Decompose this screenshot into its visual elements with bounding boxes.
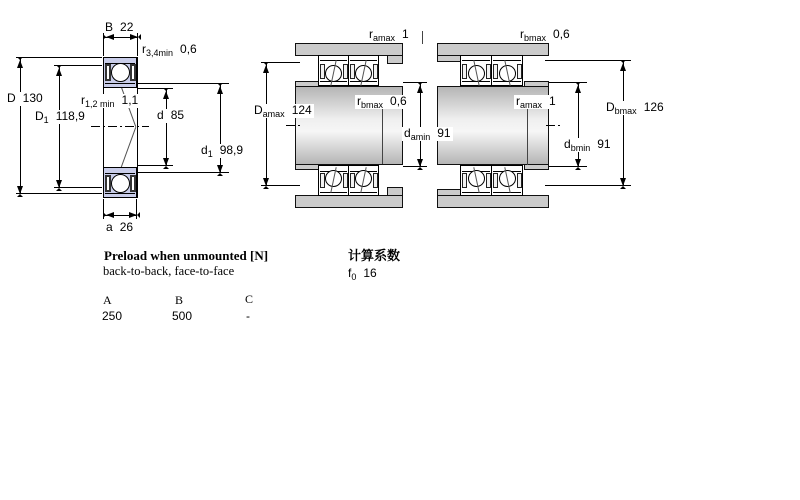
dim-label-r34min: $r_{3,4min}$ 0,6 xyxy=(142,42,197,58)
housing-shoulder-top xyxy=(387,55,403,64)
arrowhead xyxy=(217,165,223,176)
ring-line xyxy=(320,60,347,61)
ring-line xyxy=(462,192,490,193)
inner-ring-line xyxy=(105,83,135,84)
ext-line xyxy=(549,82,587,83)
arrowhead xyxy=(620,60,626,71)
arrowhead xyxy=(575,159,581,170)
ball xyxy=(111,174,130,193)
ext-line xyxy=(138,172,229,173)
preload-col-c: C xyxy=(245,292,254,306)
housing-shoulder-bottom xyxy=(387,187,403,196)
ring-line xyxy=(493,60,521,61)
seal xyxy=(462,173,467,188)
paired-bearing xyxy=(491,55,523,86)
seal xyxy=(462,64,467,79)
ext-line xyxy=(403,82,427,83)
preload-title: Preload when unmounted [N] xyxy=(104,248,269,263)
arrowhead xyxy=(17,57,23,68)
dim-label-ramax2: $r_{amax}$ 1 xyxy=(516,94,556,110)
arrowhead xyxy=(163,158,169,169)
paired-bearing xyxy=(460,165,492,196)
dim-arrow-d1 xyxy=(220,83,221,173)
outer-ring-line xyxy=(105,193,135,194)
arrowhead xyxy=(263,62,269,73)
calc-heading: 计算系数 xyxy=(348,248,401,263)
shaft-shoulder-top xyxy=(524,81,549,87)
ext-line xyxy=(545,60,631,61)
dim-label-d1: $d_1$ 98,9 xyxy=(201,143,244,159)
ext-line xyxy=(16,193,102,194)
ext-line xyxy=(403,166,427,167)
dim-label-rbmax: $r_{bmax}$ 0,6 xyxy=(357,94,407,110)
dim-label-Dbmax: $D_{bmax}$ 126 xyxy=(606,100,664,116)
radius-leader-line xyxy=(422,31,423,44)
preload-val-a: 250 xyxy=(102,309,123,323)
dim-arrow-D xyxy=(20,57,21,194)
housing-shoulder-bottom xyxy=(437,189,461,196)
dim-label-Damax: $D_{amax}$ 124 xyxy=(254,103,312,119)
ring-line xyxy=(493,192,521,193)
seal-right xyxy=(130,175,136,192)
paired-bearing xyxy=(348,165,379,196)
arrowhead xyxy=(417,159,423,170)
housing-bottom xyxy=(295,195,403,208)
dim-arrow-d xyxy=(166,88,167,166)
bearing-bore-line xyxy=(137,57,138,198)
paired-bearing xyxy=(318,165,349,196)
radius-leader-line xyxy=(527,108,528,165)
dim-label-r12min: $r_{1,2 min}$ 1,1 xyxy=(81,93,139,109)
ring-line xyxy=(462,60,490,61)
seal xyxy=(373,173,378,188)
dim-label-B: B 22 xyxy=(105,20,134,34)
arrowhead xyxy=(103,212,114,218)
ring-line xyxy=(350,192,377,193)
arrowhead xyxy=(56,180,62,191)
preload-col-a: A xyxy=(103,293,112,307)
preload-val-c: - xyxy=(246,309,250,323)
arrowhead xyxy=(217,83,223,94)
dim-label-ramax: $r_{amax}$ 1 xyxy=(369,27,409,43)
preload-val-b: 500 xyxy=(172,309,193,323)
arrowhead xyxy=(129,212,140,218)
arrowhead xyxy=(17,186,23,197)
paired-bearing xyxy=(491,165,523,196)
dim-arrow-Damax xyxy=(266,62,267,186)
seal xyxy=(517,173,522,188)
radius-leader-line xyxy=(382,108,383,164)
paired-bearing xyxy=(318,55,349,86)
ring-line xyxy=(320,192,347,193)
dim-arrow-damin xyxy=(420,82,421,167)
ball xyxy=(111,63,130,82)
preload-col-b: B xyxy=(175,293,184,307)
arrowhead xyxy=(417,82,423,93)
seal xyxy=(373,64,378,79)
housing-bottom xyxy=(437,195,549,208)
shaft-shoulder-top xyxy=(295,81,319,87)
centerline xyxy=(91,126,149,127)
centerline-stub xyxy=(546,125,560,126)
arrowhead xyxy=(163,88,169,99)
seal xyxy=(493,64,498,79)
arrowhead xyxy=(56,65,62,76)
shaft-shoulder-bottom xyxy=(295,164,319,170)
dim-arrow-Dbmax xyxy=(623,60,624,186)
calc-factor-f0: $f_0$ 16 xyxy=(348,266,377,282)
bearing-cross-section-bottom xyxy=(103,167,137,198)
arrowhead xyxy=(620,178,626,189)
paired-bearing xyxy=(460,55,492,86)
arrowhead xyxy=(575,82,581,93)
seal xyxy=(517,64,522,79)
preload-subtitle: back-to-back, face-to-face xyxy=(103,264,235,278)
paired-bearing xyxy=(348,55,379,86)
arrowhead xyxy=(263,178,269,189)
dim-label-dbmin: $d_{bmin}$ 91 xyxy=(564,137,611,153)
dim-arrow-D1 xyxy=(59,65,60,188)
seal xyxy=(493,173,498,188)
dim-arrow-dbmin xyxy=(578,82,579,167)
ext-line xyxy=(138,83,229,84)
dim-label-rbmax2: $r_{bmax}$ 0,6 xyxy=(520,27,570,43)
dim-label-D: D 130 xyxy=(7,91,43,105)
housing-shoulder-top xyxy=(437,55,461,62)
centerline-stub xyxy=(286,125,300,126)
dim-label-d: d 85 xyxy=(157,108,185,122)
ext-line xyxy=(549,166,587,167)
ext-line xyxy=(16,57,102,58)
dim-label-damin: $d_{amin}$ 91 xyxy=(404,126,451,142)
dim-label-D1: $D_1$ 118,9 xyxy=(35,109,85,125)
seal-right xyxy=(130,64,136,81)
ring-line xyxy=(350,60,377,61)
ext-line xyxy=(545,185,631,186)
dim-label-a: a 26 xyxy=(106,220,134,234)
bearing-cross-section-top xyxy=(103,57,137,88)
